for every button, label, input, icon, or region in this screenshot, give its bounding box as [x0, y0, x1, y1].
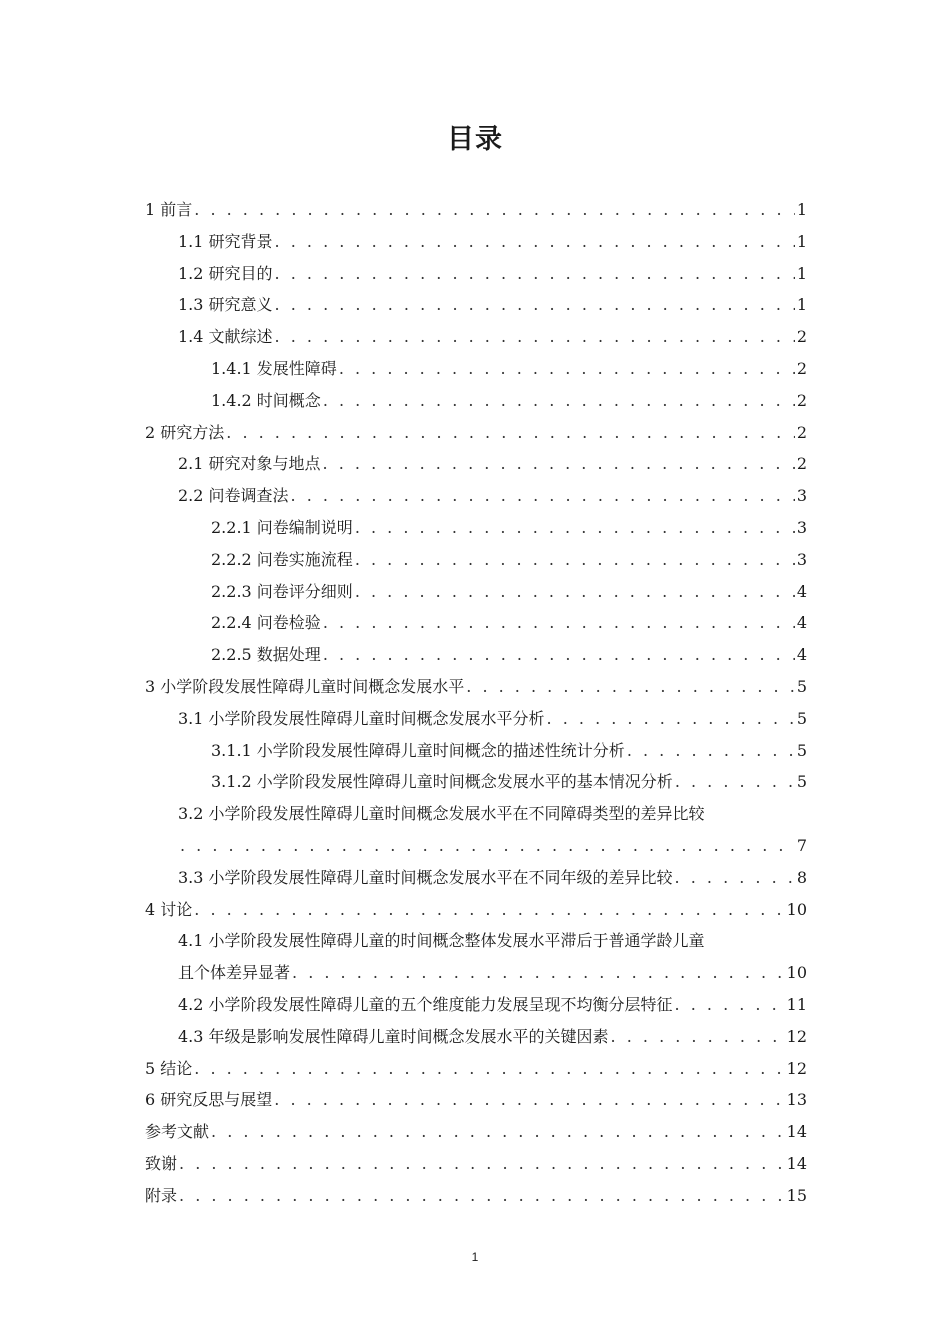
toc-entry-label[interactable]: 3.2 小学阶段发展性障碍儿童时间概念发展水平在不同障碍类型的差异比较	[178, 804, 705, 824]
toc-entry-page: 13	[786, 1090, 807, 1110]
toc-entry[interactable]	[145, 576, 807, 608]
toc-entry-page: 4	[796, 581, 807, 601]
toc-entry-page: 3	[796, 517, 807, 537]
toc-entry-label: 1.4.2 时间概念	[211, 390, 321, 410]
toc-entry-page: 8	[796, 867, 807, 887]
dot-leader	[275, 258, 795, 290]
toc-entry[interactable]	[145, 321, 807, 353]
toc-entry-page: 5	[796, 676, 807, 696]
dot-leader	[323, 607, 795, 639]
toc-entry[interactable]	[145, 1053, 807, 1085]
toc-entry-label: 2.2.2 问卷实施流程	[211, 549, 353, 569]
toc-entry-page: 11	[786, 994, 807, 1014]
toc-entry-label: 6 研究反思与展望	[145, 1090, 273, 1110]
toc-entry[interactable]	[145, 194, 807, 226]
toc-entry[interactable]	[145, 862, 807, 894]
toc-entry[interactable]	[145, 830, 807, 862]
toc-entry-label: 4.3 年级是影响发展性障碍儿童时间概念发展水平的关键因素	[178, 1026, 609, 1046]
dot-leader	[675, 766, 795, 798]
dot-leader	[291, 480, 795, 512]
toc-entry[interactable]	[145, 480, 807, 512]
toc-entry-label: 2.2.4 问卷检验	[211, 613, 321, 633]
dot-leader	[179, 1148, 785, 1180]
toc-entry[interactable]	[145, 448, 807, 480]
toc-entry-label: 1.2 研究目的	[178, 263, 273, 283]
toc-entry-label: 3 小学阶段发展性障碍儿童时间概念发展水平	[145, 676, 465, 696]
toc-entry[interactable]	[145, 1116, 807, 1148]
toc-entry-label-continued: 且个体差异显著	[178, 963, 291, 983]
toc-entry-page: 12	[786, 1058, 807, 1078]
dot-leader	[355, 576, 795, 608]
dot-leader	[627, 735, 795, 767]
toc-entry[interactable]	[145, 894, 807, 926]
toc-entry-label: 2.2.5 数据处理	[211, 645, 321, 665]
toc-entry-label: 1.4 文献综述	[178, 327, 273, 347]
toc-entry-page: 14	[786, 1122, 807, 1142]
dot-leader	[355, 544, 795, 576]
dot-leader	[275, 289, 795, 321]
toc-entry-label: 2.1 研究对象与地点	[178, 454, 321, 474]
toc-entry-page: 3	[796, 549, 807, 569]
toc-entry-page: 3	[796, 486, 807, 506]
toc-entry[interactable]	[145, 226, 807, 258]
dot-leader	[355, 512, 795, 544]
dot-leader	[339, 353, 795, 385]
toc-entry-label: 致谢	[145, 1153, 178, 1173]
dot-leader	[675, 862, 795, 894]
toc-entry-label: 参考文献	[145, 1122, 210, 1142]
toc-entry[interactable]	[145, 1021, 807, 1053]
toc-entry-label: 3.1 小学阶段发展性障碍儿童时间概念发展水平分析	[178, 708, 545, 728]
toc-entry[interactable]	[145, 671, 807, 703]
dot-leader	[180, 830, 795, 862]
toc-entry[interactable]	[145, 258, 807, 290]
page-title: 目录	[447, 124, 503, 155]
dot-leader	[323, 385, 795, 417]
toc-entry-page: 1	[796, 231, 807, 251]
dot-leader	[194, 194, 795, 226]
page-number: 1	[471, 1250, 479, 1264]
toc-entry[interactable]	[145, 989, 807, 1021]
toc-entry[interactable]	[145, 703, 807, 735]
toc-entry[interactable]	[145, 766, 807, 798]
toc-entry-label: 2.2.3 问卷评分细则	[211, 581, 353, 601]
toc-entry[interactable]	[145, 607, 807, 639]
toc-entry-label: 3.3 小学阶段发展性障碍儿童时间概念发展水平在不同年级的差异比较	[178, 867, 673, 887]
toc-entry[interactable]	[145, 1084, 807, 1116]
toc-entry-label: 3.1.1 小学阶段发展性障碍儿童时间概念的描述性统计分析	[211, 740, 625, 760]
toc-entry-page: 4	[796, 645, 807, 665]
toc-entry[interactable]	[145, 385, 807, 417]
toc-entry[interactable]	[145, 1148, 807, 1180]
dot-leader	[547, 703, 795, 735]
toc-entry-page: 5	[796, 708, 807, 728]
toc-entry-page: 2	[796, 358, 807, 378]
toc-entry[interactable]	[145, 639, 807, 671]
toc-entry-page: 1	[796, 263, 807, 283]
toc-entry-page: 12	[786, 1026, 807, 1046]
toc-entry[interactable]	[145, 1180, 807, 1212]
dot-leader	[275, 226, 795, 258]
toc-entry-page: 10	[786, 899, 807, 919]
dot-leader	[194, 1053, 784, 1085]
toc-entry-page: 2	[796, 454, 807, 474]
toc-entry-page: 7	[796, 835, 807, 855]
dot-leader	[292, 957, 785, 989]
toc-entry-page: 2	[796, 390, 807, 410]
dot-leader	[611, 1021, 785, 1053]
toc-entry[interactable]	[145, 735, 807, 767]
dot-leader	[211, 1116, 785, 1148]
toc-entry-page: 5	[796, 740, 807, 760]
toc-entry-page: 4	[796, 613, 807, 633]
toc-entry-label: 1 前言	[145, 200, 193, 219]
toc-entry-page: 2	[796, 327, 807, 347]
toc-entry-page: 10	[786, 963, 807, 983]
toc-entry-label: 附录	[145, 1185, 178, 1205]
toc-entry[interactable]	[145, 289, 807, 321]
dot-leader	[194, 894, 784, 926]
toc-entry-page: 14	[786, 1153, 807, 1173]
toc-entry-label: 2.2 问卷调查法	[178, 486, 289, 506]
toc-entry-label: 2.2.1 问卷编制说明	[211, 517, 353, 537]
dot-leader	[323, 639, 795, 671]
toc-entry-label: 1.3 研究意义	[178, 295, 273, 315]
dot-leader	[675, 989, 785, 1021]
dot-leader	[226, 417, 795, 449]
toc-entry-page: 5	[796, 772, 807, 792]
toc-entry-page: 2	[796, 422, 807, 442]
toc-entry[interactable]	[145, 512, 807, 544]
toc-entry-page: 15	[786, 1185, 807, 1205]
toc-entry-page: 1	[796, 200, 807, 219]
toc-entry[interactable]	[145, 957, 807, 989]
toc-entry[interactable]	[145, 544, 807, 576]
dot-leader	[274, 1084, 784, 1116]
dot-leader	[466, 671, 795, 703]
toc-entry[interactable]	[145, 417, 807, 449]
dot-leader	[323, 448, 795, 480]
toc-entry-label: 1.4.1 发展性障碍	[211, 358, 337, 378]
toc-entry[interactable]	[145, 353, 807, 385]
toc-entry-label: 4.2 小学阶段发展性障碍儿童的五个维度能力发展呈现不均衡分层特征	[178, 994, 673, 1014]
dot-leader	[275, 321, 795, 353]
toc-entry-page: 1	[796, 295, 807, 315]
dot-leader	[179, 1180, 785, 1212]
toc-entry-label: 4 讨论	[145, 899, 193, 919]
toc-entry-label: 5 结论	[145, 1058, 193, 1078]
toc-entry-label: 3.1.2 小学阶段发展性障碍儿童时间概念发展水平的基本情况分析	[211, 772, 673, 792]
table-of-contents	[145, 194, 807, 1212]
toc-entry-label: 2 研究方法	[145, 422, 225, 442]
toc-entry-label[interactable]: 4.1 小学阶段发展性障碍儿童的时间概念整体发展水平滞后于普通学龄儿童	[178, 931, 705, 951]
toc-entry-label: 1.1 研究背景	[178, 231, 273, 251]
